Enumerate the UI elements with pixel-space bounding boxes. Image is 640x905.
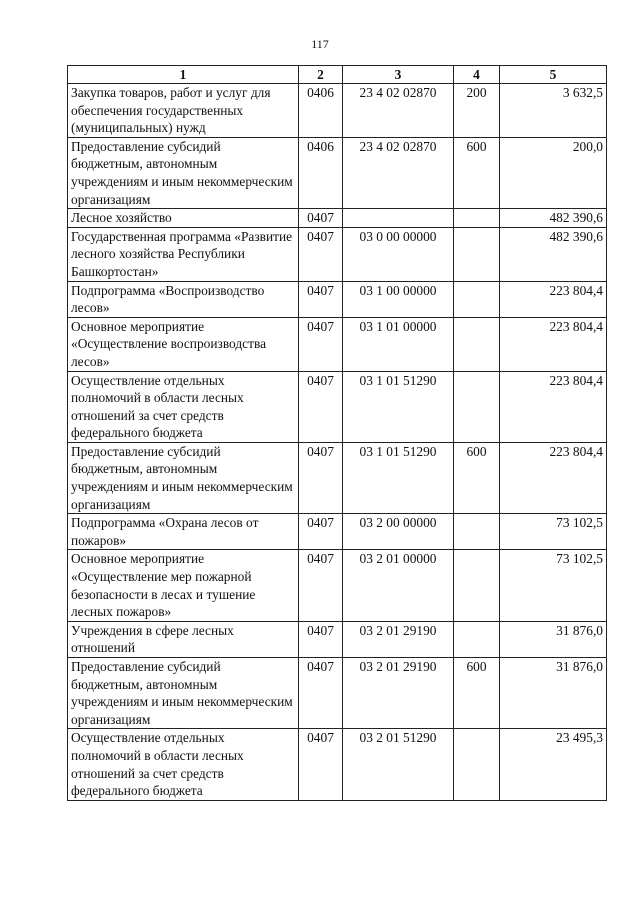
- row-name-cell: Подпрограмма «Воспроизводство лесов»: [68, 281, 299, 317]
- row-section-cell: 0406: [299, 137, 343, 208]
- row-article-cell: 23 4 02 02870: [343, 137, 454, 208]
- row-type-cell: [454, 317, 500, 371]
- table-row: [68, 317, 607, 371]
- table-row: [68, 729, 607, 800]
- row-section-cell: 0407: [299, 514, 343, 550]
- row-name-cell: Предоставление субсидий бюджетным, автономным учреждениям и иным некоммерческим организациям: [68, 442, 299, 513]
- row-section-cell: 0407: [299, 729, 343, 800]
- page-number: 117: [311, 37, 329, 51]
- row-article-cell: 03 1 01 51290: [343, 442, 454, 513]
- row-article-cell: 03 2 01 29190: [343, 658, 454, 729]
- row-name-cell: Лесное хозяйство: [68, 209, 299, 228]
- row-name-cell: Осуществление отдельных полномочий в области лесных отношений за счет средств федерального бюджета: [68, 371, 299, 442]
- header-col-4: 4: [454, 66, 500, 84]
- row-section-cell: 0407: [299, 227, 343, 281]
- row-section-cell: 0407: [299, 209, 343, 228]
- table-row: [68, 281, 607, 317]
- header-col-5: 5: [500, 66, 607, 84]
- row-type-cell: 600: [454, 442, 500, 513]
- row-amount-cell: 482 390,6: [500, 209, 607, 228]
- row-section-cell: 0407: [299, 550, 343, 621]
- row-article-cell: 03 2 01 29190: [343, 621, 454, 657]
- row-amount-cell: 223 804,4: [500, 371, 607, 442]
- row-section-cell: 0407: [299, 371, 343, 442]
- row-amount-cell: 31 876,0: [500, 658, 607, 729]
- row-type-cell: 600: [454, 137, 500, 208]
- row-name-cell: Учреждения в сфере лесных отношений: [68, 621, 299, 657]
- row-name-cell: Основное мероприятие «Осуществление мер пожарной безопасности в лесах и тушение лесных пожаров»: [68, 550, 299, 621]
- row-type-cell: [454, 209, 500, 228]
- row-article-cell: 03 1 01 51290: [343, 371, 454, 442]
- row-type-cell: [454, 729, 500, 800]
- table-row: [68, 621, 607, 657]
- table-row: [68, 371, 607, 442]
- table-row: [68, 514, 607, 550]
- table-row: [68, 658, 607, 729]
- row-amount-cell: 223 804,4: [500, 281, 607, 317]
- row-amount-cell: 223 804,4: [500, 442, 607, 513]
- row-article-cell: 23 4 02 02870: [343, 84, 454, 138]
- row-name-cell: Предоставление субсидий бюджетным, автономным учреждениям и иным некоммерческим организациям: [68, 658, 299, 729]
- row-type-cell: [454, 550, 500, 621]
- table-row: [68, 209, 607, 228]
- row-type-cell: [454, 621, 500, 657]
- row-article-cell: 03 2 00 00000: [343, 514, 454, 550]
- row-amount-cell: 200,0: [500, 137, 607, 208]
- row-amount-cell: 73 102,5: [500, 550, 607, 621]
- row-name-cell: Осуществление отдельных полномочий в области лесных отношений за счет средств федерального бюджета: [68, 729, 299, 800]
- table-header-row: [68, 66, 607, 84]
- row-type-cell: 200: [454, 84, 500, 138]
- row-section-cell: 0407: [299, 442, 343, 513]
- row-amount-cell: 482 390,6: [500, 227, 607, 281]
- row-article-cell: [343, 209, 454, 228]
- row-amount-cell: 31 876,0: [500, 621, 607, 657]
- row-section-cell: 0407: [299, 658, 343, 729]
- row-name-cell: Основное мероприятие «Осуществление воспроизводства лесов»: [68, 317, 299, 371]
- header-col-2: 2: [299, 66, 343, 84]
- row-article-cell: 03 1 00 00000: [343, 281, 454, 317]
- row-article-cell: 03 0 00 00000: [343, 227, 454, 281]
- row-name-cell: Закупка товаров, работ и услуг для обеспечения государственных (муниципальных) нужд: [68, 84, 299, 138]
- row-article-cell: 03 2 01 00000: [343, 550, 454, 621]
- row-amount-cell: 73 102,5: [500, 514, 607, 550]
- row-name-cell: Государственная программа «Развитие лесного хозяйства Республики Башкортостан»: [68, 227, 299, 281]
- table-row: [68, 227, 607, 281]
- budget-table: [67, 65, 607, 801]
- row-article-cell: 03 1 01 00000: [343, 317, 454, 371]
- row-type-cell: [454, 371, 500, 442]
- row-amount-cell: 3 632,5: [500, 84, 607, 138]
- table-row: [68, 137, 607, 208]
- row-amount-cell: 23 495,3: [500, 729, 607, 800]
- row-section-cell: 0407: [299, 621, 343, 657]
- row-article-cell: 03 2 01 51290: [343, 729, 454, 800]
- table-row: [68, 84, 607, 138]
- row-type-cell: 600: [454, 658, 500, 729]
- row-name-cell: Подпрограмма «Охрана лесов от пожаров»: [68, 514, 299, 550]
- row-type-cell: [454, 514, 500, 550]
- row-section-cell: 0407: [299, 281, 343, 317]
- row-type-cell: [454, 227, 500, 281]
- row-section-cell: 0406: [299, 84, 343, 138]
- row-name-cell: Предоставление субсидий бюджетным, автономным учреждениям и иным некоммерческим организациям: [68, 137, 299, 208]
- row-amount-cell: 223 804,4: [500, 317, 607, 371]
- row-type-cell: [454, 281, 500, 317]
- header-col-1: 1: [68, 66, 299, 84]
- row-section-cell: 0407: [299, 317, 343, 371]
- header-col-3: 3: [343, 66, 454, 84]
- table-row: [68, 550, 607, 621]
- table-row: [68, 442, 607, 513]
